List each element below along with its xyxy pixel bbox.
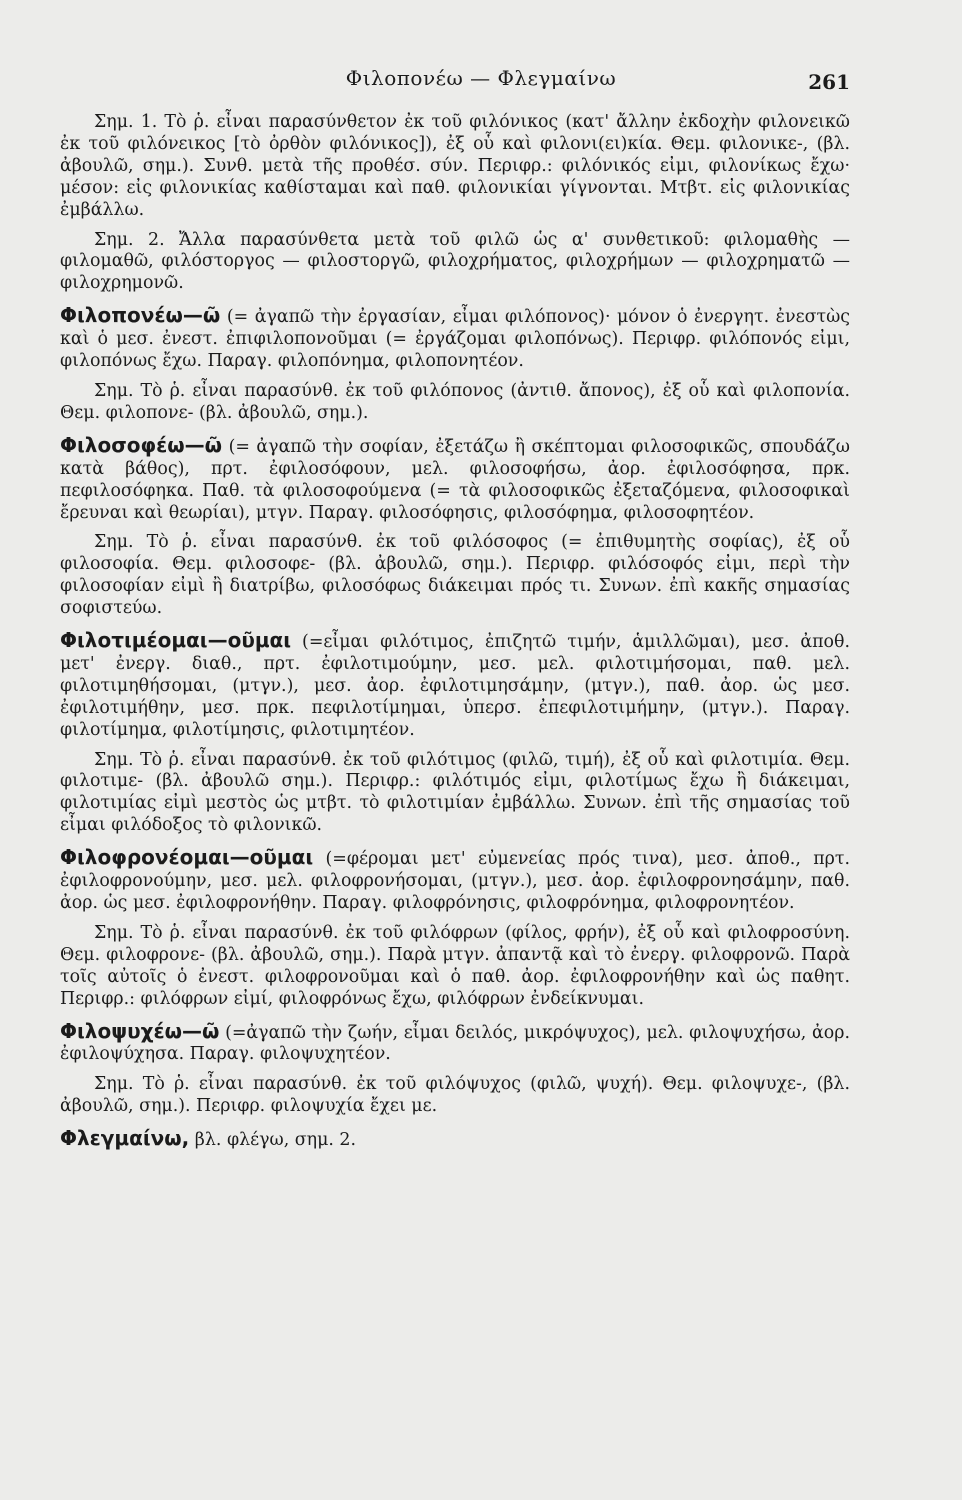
entry-lemma: Φλεγμαίνω, [60, 1126, 190, 1151]
dictionary-entry [60, 432, 850, 525]
entry-lemma: Φιλοτιμέομαι—οῦμαι [60, 628, 292, 653]
entry-lemma: Φιλοφρονέομαι—οῦμαι [60, 845, 314, 870]
dictionary-entry [60, 1018, 850, 1067]
note-paragraph [60, 381, 850, 425]
entry-text: (=ἀγαπῶ τὴν ζωήν, εἶμαι δειλός, μικρόψυχος), μελ. φιλοψυχήσω, ἀορ. ἐφιλοψύχησα. Παραγ. φιλοψυχητέον. [60, 1022, 850, 1065]
note-text: Σημ. Τὸ ῥ. εἶναι παρασύνθ. ἐκ τοῦ φιλόφρων (φίλος, φρήν), ἐξ οὗ καὶ φιλοφροσύνη. Θεμ. φιλοφρονε- (βλ. ἀβουλῶ, σημ.). Παρὰ μτγν. ἀπαντᾷ καὶ τὸ ἐνεργ. φιλοφρονῶ. Παρὰ τοῖς αὐτοῖς ὁ ἐνεστ. φιλοφρονοῦμαι καὶ ὁ παθ. ἀορ. ἐφιλοφρονήθην καὶ ὡς παθητ. Περιφρ.: φιλόφρων εἰμί, φιλοφρόνως ἔχω, φιλόφρων ἐνδείκνυμαι. [60, 922, 850, 1009]
page-number: 261 [808, 70, 850, 94]
entry-text: (= ἀγαπῶ τὴν ἐργασίαν, εἶμαι φιλόπονος)· μόνον ὁ ἐνεργητ. ἐνεστὼς καὶ ὁ μεσ. ἐνεστ. ἐπιφιλοπονοῦμαι (= ἐργάζομαι φιλοπόνως). Περιφρ. φιλόπονός εἰμι, φιλοπόνως ἔχω. Παραγ. φιλοπόνημα, φιλοπονητέον. [60, 307, 850, 372]
dictionary-entry [60, 630, 850, 742]
note-text: Σημ. 1. Τὸ ῥ. εἶναι παρασύνθετον ἐκ τοῦ φιλόνικος (κατ' ἄλλην ἐκδοχὴν φιλονεικῶ ἐκ τοῦ φιλόνεικος [τὸ ὀρθὸν φιλόνικος]), ἐξ οὗ καὶ φιλονι(ει)κία. Θεμ. φιλονικε-, (βλ. ἀβουλῶ, σημ.). Συνθ. μετὰ τῆς προθέσ. σύν. Περιφρ.: φιλόνικός εἰμι, φιλονίκως ἔχω· μέσον: εἰς φιλονικίας καθίσταμαι καὶ παθ. φιλονικίαι γίγνονται. Μτβτ. εἰς φιλονικίας ἐμβάλλω. [60, 112, 850, 220]
entry-text: (=εἶμαι φιλότιμος, ἐπιζητῶ τιμήν, ἁμιλλῶμαι), μεσ. ἀποθ. μετ' ἐνεργ. διαθ., πρτ. ἐφιλοτιμούμην, μεσ. μελ. φιλοτιμήσομαι, παθ. μελ. φιλοτιμηθήσομαι, (μτγν.), μεσ. ἀορ. ἐφιλοτιμησάμην, (μτγν.), παθ. ἀορ. ὡς μεσ. ἐφιλοτιμήθην, μεσ. πρκ. πεφιλοτίμημαι, ὑπερσ. ἐπεφιλοτιμήμην, (μτγν.). Παραγ. φιλοτίμημα, φιλοτίμησις, φιλοτιμητέον. [60, 632, 850, 740]
note-text: Σημ. 2. Ἄλλα παρασύνθετα μετὰ τοῦ φιλῶ ὡς α' συνθετικοῦ: φιλομαθὴς — φιλομαθῶ, φιλόστοργος — φιλοστοργῶ, φιλοχρήματος, φιλοχρήμων — φιλοχρηματῶ — φιλοχρημονῶ. [60, 229, 850, 294]
entry-lemma: Φιλοσοφέω—ῶ [60, 432, 223, 457]
note-paragraph [60, 923, 850, 1011]
note-text: Σημ. Τὸ ῥ. εἶναι παρασύνθ. ἐκ τοῦ φιλόψυχος (φιλῶ, ψυχή). Θεμ. φιλοψυχε-, (βλ. ἀβουλῶ, σημ.). Περιφρ. φιλοψυχία ἔχει με. [60, 1074, 850, 1117]
note-paragraph [60, 1074, 850, 1118]
note-text: Σημ. Τὸ ῥ. εἶναι παρασύνθ. ἐκ τοῦ φιλόπονος (ἀντιθ. ἄπονος), ἐξ οὗ καὶ φιλοπονία. Θεμ. φιλοπονε- (βλ. ἀβουλῶ, σημ.). [60, 380, 850, 423]
note-text: Σημ. Τὸ ῥ. εἶναι παρασύνθ. ἐκ τοῦ φιλόσοφος (= ἐπιθυμητὴς σοφίας), ἐξ οὗ φιλοσοφία. Θεμ. φιλοσοφε- (βλ. ἀβουλῶ, σημ.). Περιφρ. φιλόσοφός εἰμι, περὶ τὴν φιλοσοφίαν εἰμὶ ἢ διατρίβω, φιλοσόφως διάκειμαι πρός τι. Συνων. ἐπὶ κακῆς σημασίας σοφιστεύω. [60, 532, 850, 619]
entry-text: βλ. φλέγω, σημ. 2. [189, 1130, 357, 1151]
entry-text: (= ἀγαπῶ τὴν σοφίαν, ἐξετάζω ἢ σκέπτομαι φιλοσοφικῶς, σπουδάζω κατὰ βάθος), πρτ. ἐφιλοσόφουν, μελ. φιλοσοφήσω, ἀορ. ἐφιλοσόφησα, πρκ. πεφιλοσόφηκα. Παθ. τὰ φιλοσοφούμενα (= τὰ φιλοσοφικῶς ἐξεταζόμενα, φιλοσοφικαὶ ἔρευναι καὶ θεωρίαι), μτγν. Παραγ. φιλοσόφησις, φιλοσόφημα, φιλοσοφητέον. [60, 436, 850, 523]
dictionary-entry [60, 305, 850, 373]
entry-lemma: Φιλοψυχέω—ῶ [60, 1018, 220, 1043]
note-paragraph [60, 230, 850, 296]
entry-text: (=φέρομαι μετ' εὐμενείας πρός τινα), μεσ. ἀποθ., πρτ. ἐφιλοφρονούμην, μεσ. μελ. φιλοφρονήσομαι, (μτγν.), μεσ. ἀορ. ἐφιλοφρονησάμην, παθ. ἀορ. ὡς μεσ. ἐφιλοφρονήθην. Παραγ. φιλοφρόνησις, φιλοφρόνημα, φιλοφρονητέον. [60, 849, 850, 913]
dictionary-entry [60, 1128, 850, 1152]
entry-lemma: Φιλοπονέω—ῶ [60, 303, 221, 328]
running-title: Φιλοπονέω — Φλεγμαίνω [345, 66, 617, 90]
note-text: Σημ. Τὸ ῥ. εἶναι παρασύνθ. ἐκ τοῦ φιλότιμος (φιλῶ, τιμή), ἐξ οὗ καὶ φιλοτιμία. Θεμ. φιλοτιμε- (βλ. ἀβουλῶ σημ.). Περιφρ.: φιλότιμός εἰμι, φιλοτίμως ἔχω ἢ διάκειμαι, φιλοτιμίας εἰμὶ μεστὸς ὡς μτβτ. τὸ φιλοτιμίαν ἐμβάλλω. Συνων. ἐπὶ τῆς σημασίας τοῦ εἶμαι φιλόδοξος τὸ φιλονικῶ. [60, 749, 850, 836]
note-paragraph [60, 112, 850, 222]
note-paragraph [60, 750, 850, 838]
page-body [60, 112, 850, 1160]
dictionary-entry [60, 847, 850, 915]
note-paragraph [60, 532, 850, 620]
page-header [0, 58, 962, 98]
